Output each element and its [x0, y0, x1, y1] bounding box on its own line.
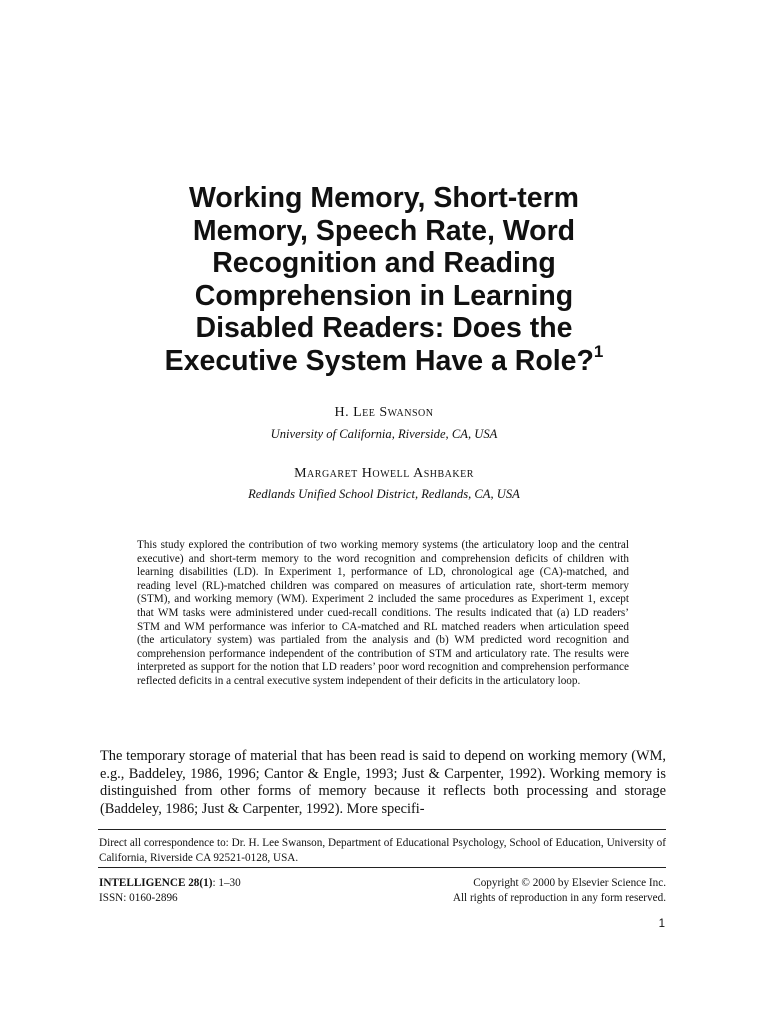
title-line: Disabled Readers: Does the: [195, 312, 573, 344]
page-number: 1: [658, 918, 665, 930]
body-paragraph: The temporary storage of material that has been read is said to depend on working memory (WM, e.g., Baddeley, 1986, 1996; Cantor & Engle, 1993; Just & Carpenter, 1992). Working memory is distinguished from other forms of memory because it reflects both processing and storage (Baddeley, 1986; Just & Carpenter, 1992). More specifi-: [100, 748, 666, 817]
journal-info: [99, 876, 241, 906]
title-footnote-marker: 1: [593, 341, 604, 361]
rights-line: All rights of reproduction in any form reserved.: [452, 892, 666, 904]
copyright-notice: [453, 876, 666, 906]
journal-issn: ISSN: 0160-2896: [99, 892, 178, 904]
title-line: Memory, Speech Rate, Word: [192, 214, 576, 247]
author-affiliation: Redlands Unified School District, Redlands, CA, USA: [248, 487, 520, 501]
journal-info-divider: [98, 867, 666, 868]
title-line: Recognition and Reading: [212, 247, 556, 279]
copyright-line: Copyright © 2000 by Elsevier Science Inc.: [473, 877, 666, 889]
footnote-divider: [98, 829, 666, 830]
journal-pages: : 1–30: [212, 877, 241, 889]
title-line: Comprehension in Learning: [194, 279, 574, 312]
article-title: [84, 182, 684, 377]
correspondence-footnote: Direct all correspondence to: Dr. H. Lee Swanson, Department of Educational Psychology, School of Education, University of California, Riverside CA 92521-0128, USA.: [99, 837, 666, 864]
author-name: Margaret Howell Ashbaker: [294, 466, 474, 481]
title-line-text: Executive System Have a Role?: [164, 344, 594, 377]
author-affiliation: University of California, Riverside, CA, USA: [270, 427, 498, 441]
journal-name-volume: INTELLIGENCE 28(1): [99, 877, 213, 889]
author-name: H. Lee Swanson: [334, 405, 434, 420]
title-line: Working Memory, Short-term: [188, 182, 580, 214]
abstract: This study explored the contribution of two working memory systems (the articulatory loop and the central executive) and short-term memory to the word recognition and comprehension deficits of children with learning disabilities (LD). In Experiment 1, performance of LD, chronological age (CA)-matched, and reading level (RL)-matched children was compared on measures of articulation rate, short-term memory (STM), and working memory (WM). Experiment 2 included the same procedures as Experiment 1, except that WM tasks were administered under cued-recall conditions. The results indicated that (a) LD readers’ STM and WM performance was inferior to CA-matched and RL matched readers when articulation speed (the articulatory system) was partialed from the analysis and (b) WM predicted word recognition and comprehension performance independent of the contribution of STM and articulatory rate. The results were interpreted as support for the notion that LD readers’ poor word recognition and comprehension performance reflected deficits in a central executive system independent of their deficits in the articulatory loop.: [137, 539, 629, 687]
title-line-last: [84, 341, 684, 378]
journal-citation: [99, 876, 241, 891]
